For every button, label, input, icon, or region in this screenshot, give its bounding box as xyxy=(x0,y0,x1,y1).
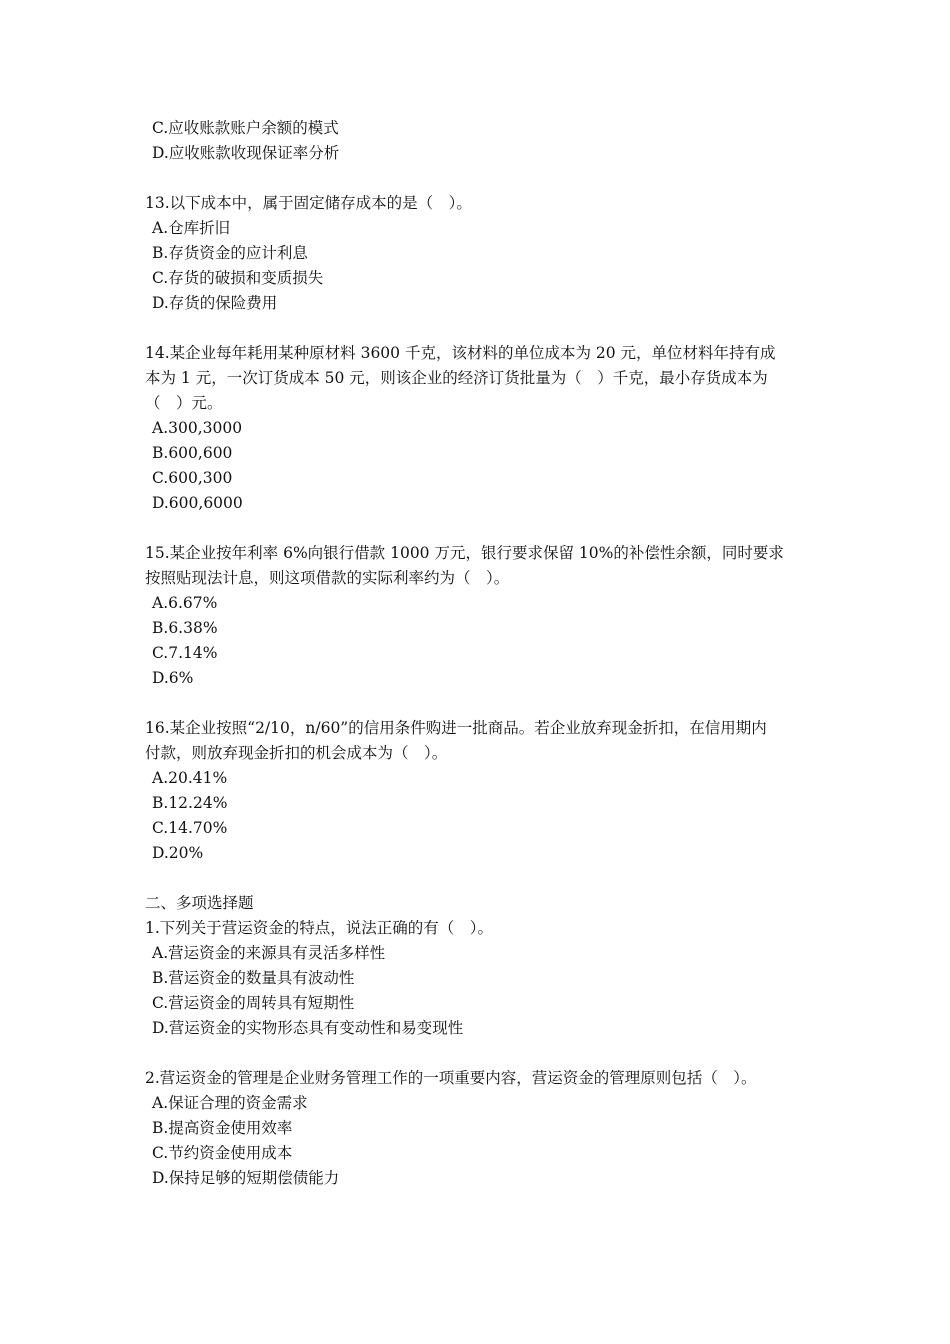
q14-option-c: C.600,300 xyxy=(152,469,233,487)
m2-option-a: A.保证合理的资金需求 xyxy=(152,1094,308,1112)
q13-option-b: B.存货资金的应计利息 xyxy=(152,244,308,262)
question-14-line-1: 14.某企业每年耗用某种原材料 3600 千克，该材料的单位成本为 20 元，单位材料年持有成 xyxy=(145,344,776,362)
spacer xyxy=(145,691,810,716)
document-content xyxy=(145,116,810,1191)
q13-option-d: D.存货的保险费用 xyxy=(152,294,278,312)
m1-option-c: C.营运资金的周转具有短期性 xyxy=(152,994,355,1012)
option-c: C.应收账款账户余额的模式 xyxy=(152,119,339,137)
spacer xyxy=(145,166,810,191)
question-14-line-2: 本为 1 元，一次订货成本 50 元，则该企业的经济订货批量为（ ）千克，最小存货成本为 xyxy=(145,369,768,387)
q15-option-b: B.6.38% xyxy=(152,619,218,637)
q13-option-a: A.仓库折旧 xyxy=(152,219,231,237)
q15-option-d: D.6% xyxy=(152,669,194,687)
spacer xyxy=(145,316,810,341)
q13-option-c: C.存货的破损和变质损失 xyxy=(152,269,324,287)
q16-option-d: D.20% xyxy=(152,844,204,862)
spacer xyxy=(145,1041,810,1066)
question-16-line-1: 16.某企业按照“2/10，n/60”的信用条件购进一批商品。若企业放弃现金折扣，在信用期内 xyxy=(145,719,767,737)
q16-option-c: C.14.70% xyxy=(152,819,228,837)
section-heading: 二、多项选择题 xyxy=(145,894,254,912)
m1-option-b: B.营运资金的数量具有波动性 xyxy=(152,969,355,987)
question-15-line-2: 按照贴现法计息，则这项借款的实际利率约为（ ）。 xyxy=(145,569,510,587)
m2-option-b: B.提高资金使用效率 xyxy=(152,1119,293,1137)
multi-question-1: 1.下列关于营运资金的特点，说法正确的有（ ）。 xyxy=(145,919,494,937)
q15-option-a: A.6.67% xyxy=(152,594,218,612)
m1-option-d: D.营运资金的实物形态具有变动性和易变现性 xyxy=(152,1019,464,1037)
q14-option-b: B.600,600 xyxy=(152,444,233,462)
q15-option-c: C.7.14% xyxy=(152,644,218,662)
m2-option-d: D.保持足够的短期偿债能力 xyxy=(152,1169,340,1187)
question-16-line-2: 付款，则放弃现金折扣的机会成本为（ ）。 xyxy=(145,744,448,762)
m1-option-a: A.营运资金的来源具有灵活多样性 xyxy=(152,944,386,962)
question-15-line-1: 15.某企业按年利率 6%向银行借款 1000 万元，银行要求保留 10%的补偿性余额，同时要求 xyxy=(145,544,784,562)
q16-option-a: A.20.41% xyxy=(152,769,228,787)
m2-option-c: C.节约资金使用成本 xyxy=(152,1144,293,1162)
q16-option-b: B.12.24% xyxy=(152,794,228,812)
question-13: 13.以下成本中，属于固定储存成本的是（ ）。 xyxy=(145,194,472,212)
option-d: D.应收账款收现保证率分析 xyxy=(152,144,340,162)
q14-option-d: D.600,6000 xyxy=(152,494,243,512)
multi-question-2: 2.营运资金的管理是企业财务管理工作的一项重要内容，营运资金的管理原则包括（ ）。 xyxy=(145,1069,757,1087)
q14-option-a: A.300,3000 xyxy=(152,419,243,437)
question-14-line-3: （ ）元。 xyxy=(145,394,223,412)
spacer xyxy=(145,516,810,541)
spacer xyxy=(145,866,810,891)
